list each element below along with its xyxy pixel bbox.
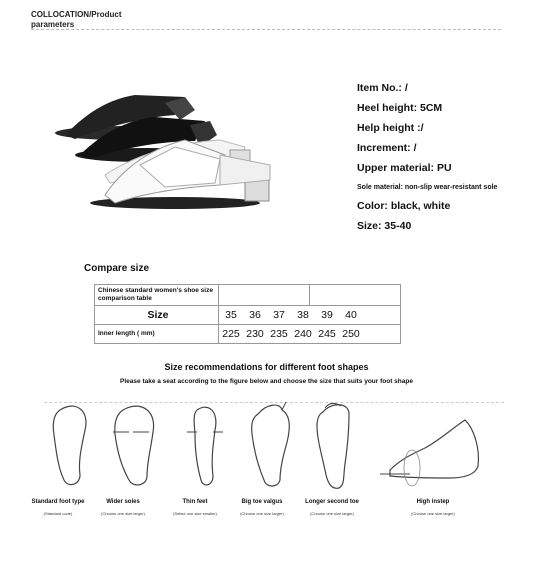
spec-list bbox=[357, 80, 497, 238]
spec-item: Increment: / bbox=[357, 142, 417, 154]
spec-item: Heel height: 5CM bbox=[357, 102, 443, 114]
inner-length-value: 250 bbox=[342, 328, 360, 340]
recommend-title: Size recommendations for different foot shapes bbox=[164, 362, 369, 372]
product-photo bbox=[45, 55, 295, 215]
wider-soles-foot-icon bbox=[105, 400, 165, 490]
foot-caption-note: (Choose one size larger) bbox=[310, 511, 354, 516]
header-subtitle: parameters bbox=[31, 20, 75, 29]
spec-item: Upper material: PU bbox=[357, 162, 452, 174]
inner-length-value: 240 bbox=[294, 328, 312, 340]
size-value: 38 bbox=[297, 309, 309, 321]
foot-caption-note: (Select one size smaller) bbox=[173, 511, 217, 516]
table-row bbox=[95, 325, 401, 344]
table-title-cell: Chinese standard women's shoe size comparison table bbox=[95, 285, 219, 306]
inner-length-value: 245 bbox=[318, 328, 336, 340]
compare-size-title: Compare size bbox=[84, 263, 150, 274]
size-label-cell: Size bbox=[95, 306, 219, 325]
inner-length-value: 225 bbox=[222, 328, 240, 340]
foot-caption: Big toe valgus bbox=[241, 499, 283, 505]
page-header bbox=[31, 10, 122, 30]
size-value: 36 bbox=[249, 309, 261, 321]
spec-item: Sole material: non-slip wear-resistant sole bbox=[357, 184, 498, 191]
longer-second-toe-foot-icon bbox=[305, 400, 365, 490]
header-title: COLLOCATION/Product bbox=[31, 10, 122, 19]
foot-caption: Wider soles bbox=[106, 499, 140, 505]
spec-item: Help height :/ bbox=[357, 122, 424, 134]
size-value: 40 bbox=[345, 309, 357, 321]
table-cell bbox=[219, 285, 310, 306]
table-row bbox=[95, 306, 401, 325]
table-row bbox=[95, 285, 401, 306]
inner-length-value: 235 bbox=[270, 328, 288, 340]
recommend-subtitle: Please take a seat according to the figure below and choose the size that suits your foot shape bbox=[120, 378, 413, 385]
big-toe-valgus-foot-icon bbox=[240, 400, 300, 490]
size-values bbox=[219, 309, 363, 321]
inner-length-value: 230 bbox=[246, 328, 264, 340]
foot-caption-note: (Choose one size larger) bbox=[240, 511, 284, 516]
foot-caption-note: (Standard code) bbox=[43, 511, 73, 516]
size-value: 39 bbox=[321, 309, 333, 321]
foot-caption: Standard foot type bbox=[31, 499, 85, 505]
spec-item: Item No.: / bbox=[357, 82, 408, 94]
standard-foot-icon bbox=[40, 400, 100, 490]
size-table bbox=[94, 284, 401, 344]
foot-caption-note: (Choose one size larger) bbox=[411, 511, 455, 516]
inner-length-label-cell: Inner length ( mm) bbox=[95, 325, 219, 344]
foot-caption: Longer second toe bbox=[305, 499, 359, 505]
spec-item: Size: 35-40 bbox=[357, 220, 412, 232]
size-values-cell bbox=[219, 306, 401, 325]
foot-caption: Thin feet bbox=[182, 499, 208, 505]
foot-caption: High instep bbox=[416, 499, 450, 505]
spec-item: Color: black, white bbox=[357, 200, 451, 212]
header-divider bbox=[31, 29, 501, 30]
table-cell bbox=[310, 285, 401, 306]
high-instep-foot-icon bbox=[370, 400, 490, 490]
size-value: 35 bbox=[225, 309, 237, 321]
thin-feet-foot-icon bbox=[175, 400, 235, 490]
size-value: 37 bbox=[273, 309, 285, 321]
inner-length-values bbox=[219, 328, 363, 340]
inner-length-values-cell bbox=[219, 325, 401, 344]
foot-caption-note: (Choose one size larger) bbox=[101, 511, 145, 516]
